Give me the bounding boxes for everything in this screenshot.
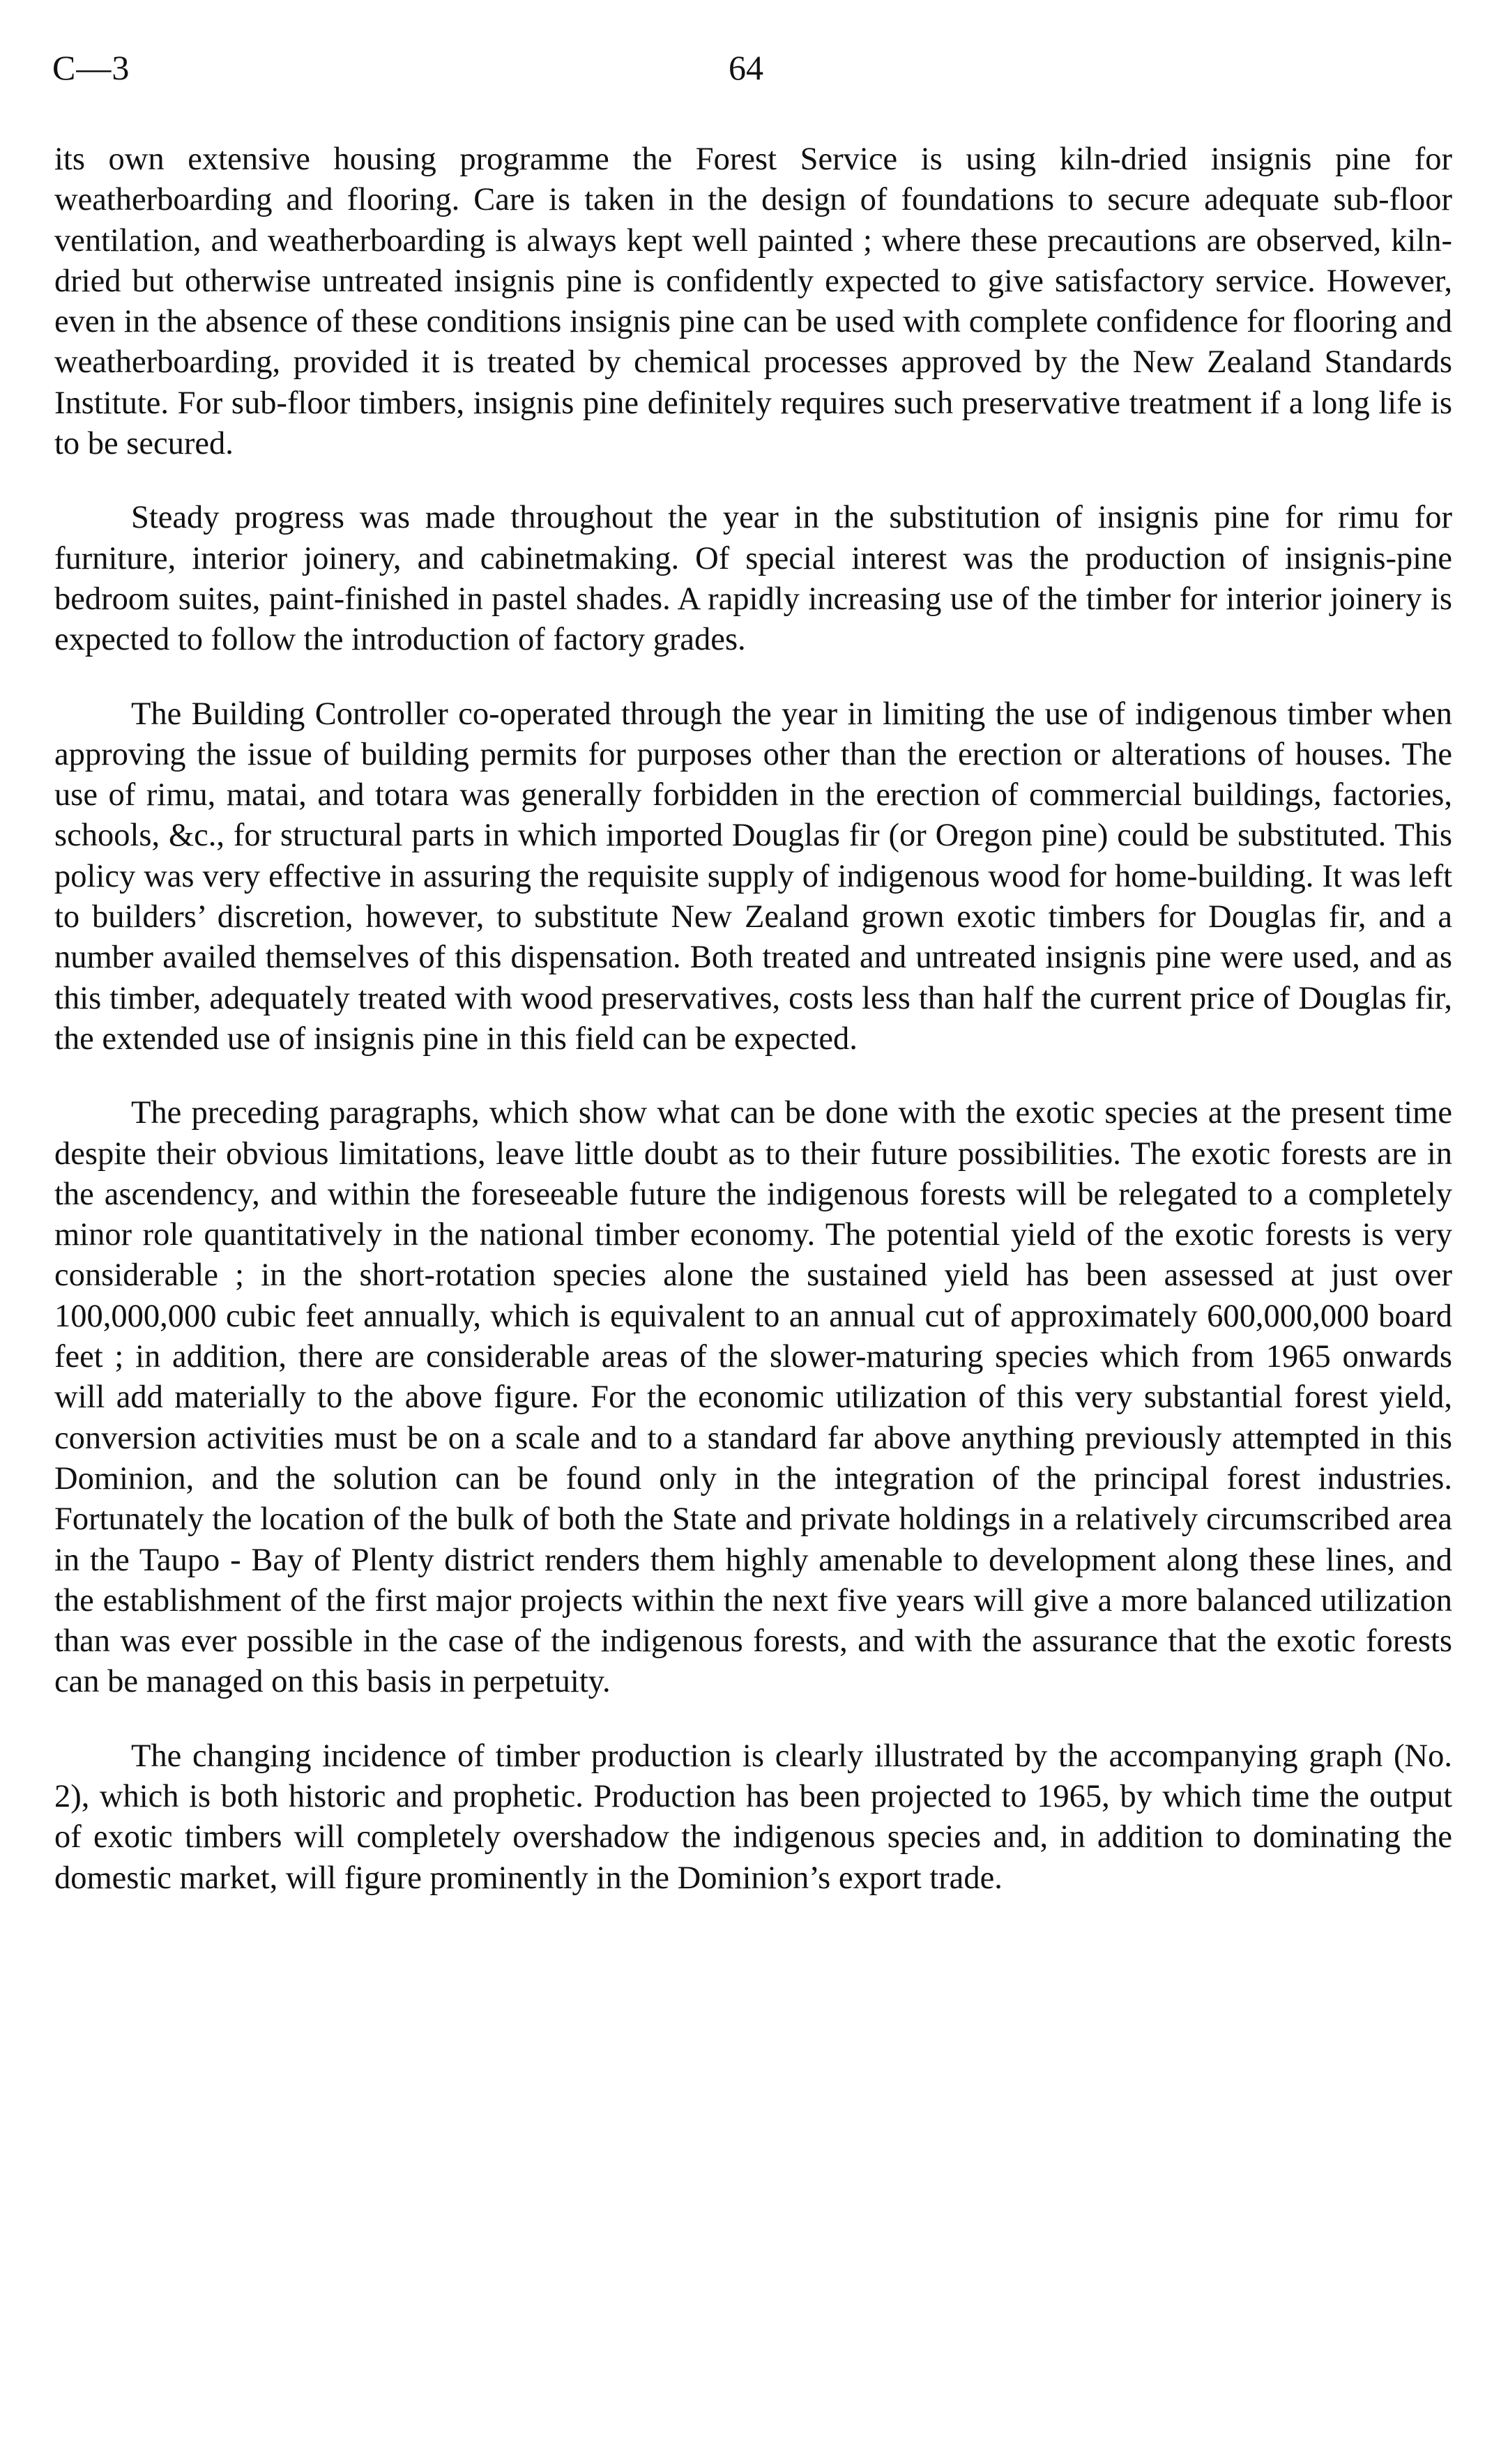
paragraph-timber-production-graph: The changing incidence of timber production is clearly illustrated by the accompanying graph (No. 2), which is both historic and prophetic. Production has been projected to 1965, by which time the output of exotic timbers will completely overshadow the indigenous species and, in addition to dominating the domestic market, will figure prominently in the Dominion’s export trade. — [54, 1738, 1452, 1896]
paragraph-furniture-substitution: Steady progress was made throughout the year in the substitution of insignis pine for rimu for furniture, interior joinery, and cabinetmaking. Of special interest was the production of insignis-pine bedroom suites, paint-finished in pastel shades. A rapidly increasing use of the timber for interior joinery is expected to follow the introduction of factory grades. — [54, 500, 1452, 658]
body-text — [54, 139, 1452, 1932]
paragraph-building-controller: The Building Controller co-operated through the year in limiting the use of indigenous timber when approving the issue of building permits for purposes other than the erection or alterations of houses. The use of rimu, matai, and totara was generally forbidden in the erection of commercial buildings, factories, schools, &c., for structural parts in which imported Douglas fir (or Oregon pine) could be substituted. This policy was very effective in assuring the requisite supply of indigenous wood for home-building. It was left to builders’ discretion, however, to substitute New Zealand grown exotic timbers for Douglas fir, and a number availed themselves of this dispensation. Both treated and untreated insignis pine were used, and as this timber, adequately treated with wood preservatives, costs less than half the current price of Douglas fir, the extended use of insignis pine in this field can be expected. — [54, 696, 1452, 1057]
paragraph-housing-programme: its own extensive housing programme the Forest Service is using kiln-dried insignis pine for weatherboarding and flooring. Care is taken in the design of foundations to secure adequate sub-floor ventilation, and weatherboarding is always kept well painted ; where these precautions are observed, kiln-dried but otherwise untreated insignis pine is confidently expected to give satisfactory service. However, even in the absence of these conditions insignis pine can be used with complete confidence for flooring and weatherboarding, provided it is treated by chemical processes approved by the New Zealand Standards Institute. For sub-floor timbers, insignis pine definitely requires such preservative treatment if a long life is to be secured. — [54, 141, 1452, 462]
page-header — [52, 47, 1457, 96]
paragraph-exotic-forests: The preceding paragraphs, which show what can be done with the exotic species at the present time despite their obvious limitations, leave little doubt as to their future possibilities. The exotic forests are in the ascendency, and within the foreseeable future the indigenous forests will be relegated to a completely minor role quantitatively in the national timber economy. The potential yield of the exotic forests is very considerable ; in the short-rotation species alone the sustained yield has been assessed at just over 100,000,000 cubic feet annually, which is equivalent to an annual cut of approximately 600,000,000 board feet ; in addition, there are considerable areas of the slower-maturing species which from 1965 onwards will add materially to the above figure. For the economic utilization of this very substantial forest yield, conversion activities must be on a scale and to a standard far above anything previously attempted in this Dominion, and the solution can be found only in the integration of the principal forest industries. Fortunately the location of the bulk of both the State and private holdings in a relatively circumscribed area in the Taupo - Bay of Plenty district renders them highly amenable to development along these lines, and the establishment of the first major projects within the next five years will give a more balanced utilization than was ever possible in the case of the indigenous forests, and with the assurance that the exotic forests can be managed on this basis in perpetuity. — [54, 1095, 1452, 1700]
report-reference: C—3 — [52, 48, 130, 87]
page-number: 64 — [729, 48, 763, 87]
